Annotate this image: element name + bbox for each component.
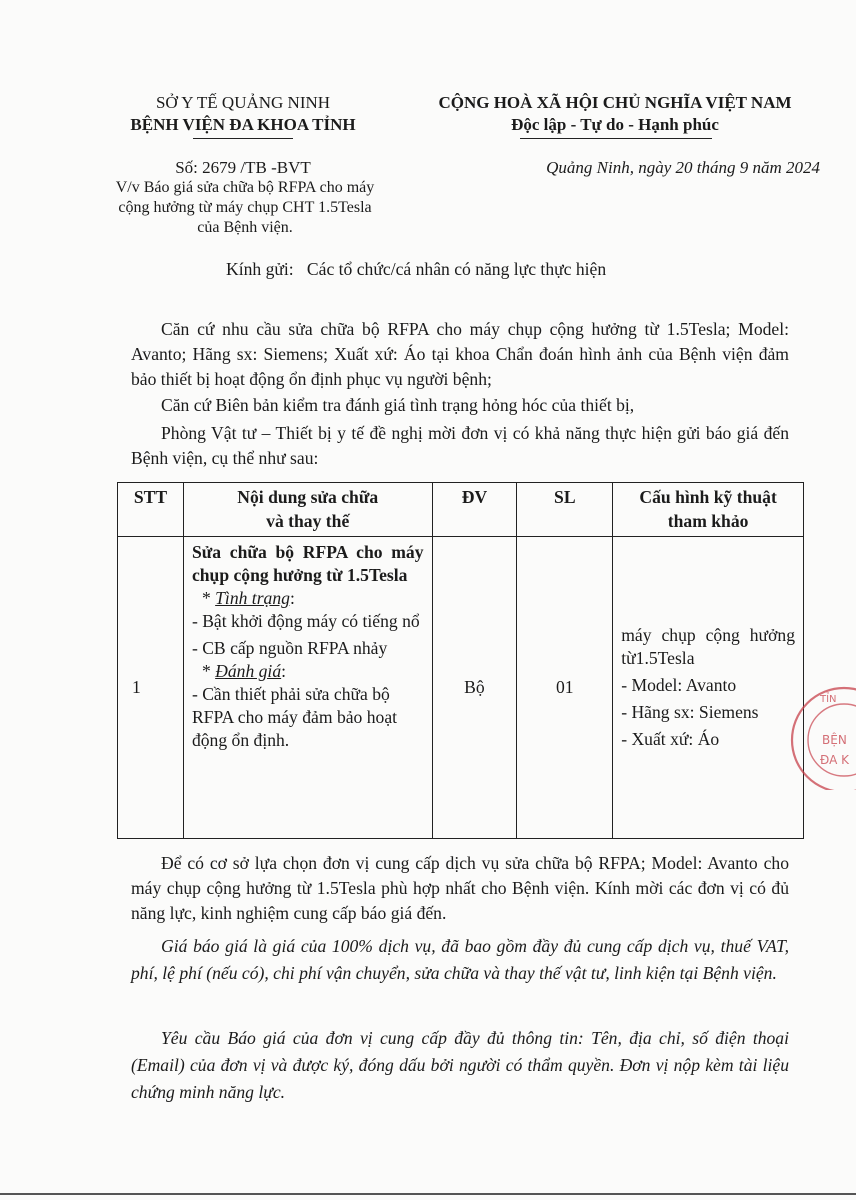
- page-bottom-edge: [0, 1193, 856, 1195]
- paragraph-invitation: Để có cơ sở lựa chọn đơn vị cung cấp dịch vụ sửa chữa bộ RFPA; Model: Avanto cho máy chụp cộng hưởng từ 1.5Tesla phù hợp nhất cho Bệnh viện. Kính mời các đơn vị có đủ năng lực, kinh nghiệm cung cấp báo giá đến.: [131, 853, 789, 923]
- paragraph-basis-need: Căn cứ nhu cầu sửa chữa bộ RFPA cho máy chụp cộng hưởng từ 1.5Tesla; Model: Avanto; Hãng sx: Siemens; Xuất xứ: Áo tại khoa Chẩn đoán hình ảnh của Bệnh viện đảm bảo thiết bị hoạt động ổn định phục vụ người bệnh;: [131, 319, 789, 389]
- eval-item: - Cần thiết phải sửa chữa bộ RFPA cho máy đảm bảo hoạt động ổn định.: [191, 684, 398, 750]
- paragraph-requirements: Yêu cầu Báo giá của đơn vị cung cấp đầy đủ thông tin: Tên, địa chỉ, số điện thoại (Email) của đơn vị và được ký, đóng dấu bởi người có thẩm quyền. Đơn vị nộp kèm tài liệu chứng minh năng lực.: [131, 1028, 789, 1102]
- row-qty: 01: [556, 677, 574, 697]
- status-item: - Bật khởi động máy có tiếng nổ: [191, 611, 420, 631]
- recipient-line: [226, 259, 606, 280]
- document-date: Quảng Ninh, ngày 20 tháng 9 năm 2024: [546, 158, 820, 177]
- header-spec-line1: Cấu hình kỹ thuật: [639, 487, 777, 507]
- paragraph-request: Phòng Vật tư – Thiết bị y tế đề nghị mời đơn vị có khả năng thực hiện gửi báo giá đến Bệnh viện, cụ thể như sau:: [131, 423, 789, 468]
- header-unit: ĐV: [432, 483, 517, 537]
- cell-spec: [613, 537, 804, 839]
- cell-qty: [517, 537, 613, 839]
- header-spec: [613, 483, 804, 537]
- cell-content: [183, 537, 432, 839]
- subject-line: V/v Báo giá sửa chữa bộ RFPA cho máy: [115, 179, 375, 196]
- motto-underline: [520, 138, 712, 139]
- subject-line: cộng hưởng từ máy chụp CHT 1.5Tesla: [118, 199, 372, 216]
- paragraph-basis-inspection: Căn cứ Biên bản kiểm tra đánh giá tình trạng hỏng hóc của thiết bị,: [161, 395, 635, 415]
- agency-header: [113, 92, 373, 136]
- row-title: Sửa chữa bộ RFPA cho máy chụp cộng hưởng từ 1.5Tesla: [191, 542, 424, 585]
- hospital-stamp: [784, 680, 856, 790]
- national-header: [405, 92, 825, 136]
- status-item: - CB cấp nguồn RFPA nhảy: [191, 638, 388, 658]
- table-row: [118, 537, 804, 839]
- row-unit: Bộ: [464, 677, 485, 697]
- agency-underline: [193, 138, 293, 139]
- stamp-text: ĐA K: [820, 753, 849, 767]
- row-stt: 1: [132, 677, 141, 697]
- table-header-row: [118, 483, 804, 537]
- stamp-text: BỆN: [822, 733, 847, 747]
- national-title: CỘNG HOÀ XÃ HỘI CHỦ NGHĨA VIỆT NAM: [438, 93, 792, 112]
- header-qty: SL: [517, 483, 613, 537]
- header-content-line2: và thay thế: [266, 511, 350, 531]
- header-stt: STT: [118, 483, 184, 537]
- cell-stt: [118, 537, 184, 839]
- recipient-text: Các tổ chức/cá nhân có năng lực thực hiện: [306, 259, 607, 279]
- paragraph-price-terms: Giá báo giá là giá của 100% dịch vụ, đã bao gồm đầy đủ cung cấp dịch vụ, thuế VAT, phí, lệ phí (nếu có), chi phí vận chuyển, sửa chữa và thay thế vật tư, linh kiện tại Bệnh viện.: [131, 936, 789, 983]
- eval-heading: * Đánh giá:: [201, 661, 287, 681]
- header-content: [183, 483, 432, 537]
- status-heading: * Tình trạng:: [201, 588, 295, 608]
- header-content-line1: Nội dung sửa chữa: [237, 487, 379, 507]
- spec-item: - Hãng sx: Siemens: [621, 702, 759, 722]
- status-label: Tình trạng: [215, 588, 290, 608]
- eval-label: Đánh giá: [215, 661, 282, 681]
- document-number: Số: 2679 /TB -BVT: [175, 158, 311, 177]
- header-spec-line2: tham khảo: [667, 511, 749, 531]
- national-motto: Độc lập - Tự do - Hạnh phúc: [511, 115, 719, 134]
- spec-intro: máy chụp cộng hưởng từ1.5Tesla: [621, 625, 795, 668]
- cell-unit: [432, 537, 517, 839]
- stamp-text: TỈN: [820, 694, 837, 705]
- agency-name: BỆNH VIỆN ĐA KHOA TỈNH: [130, 115, 356, 134]
- spec-item: - Xuất xứ: Áo: [621, 729, 720, 749]
- spec-item: - Model: Avanto: [621, 675, 737, 695]
- subject-line: của Bệnh viện.: [197, 219, 293, 236]
- agency-parent: SỞ Y TẾ QUẢNG NINH: [155, 93, 331, 112]
- document-subject: [100, 178, 390, 238]
- recipient-label: Kính gửi:: [226, 259, 294, 279]
- repair-table: [117, 482, 804, 839]
